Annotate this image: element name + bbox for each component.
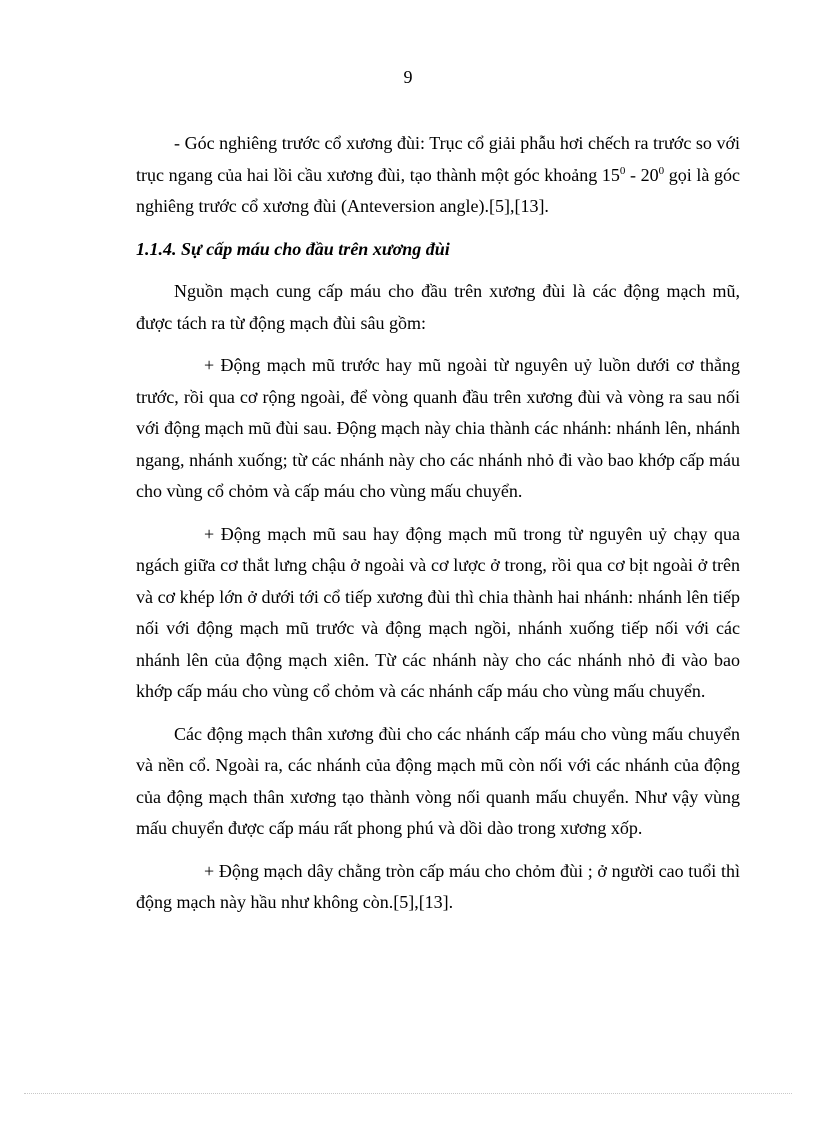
degree-superscript: 0 (619, 164, 626, 177)
paragraph-text: - Góc nghiêng trước cổ xương đùi: Trục cổ giải phẫu hơi chếch ra trước so với trục ngang của hai lồi cầu xương đùi, tạo thành một góc khoảng 15 (136, 133, 740, 185)
paragraph-text: - 20 (625, 164, 659, 185)
paragraph-ligamentum-teres-artery: + Động mạch dây chằng tròn cấp máu cho chỏm đùi ; ở người cao tuổi thì động mạch này hầu như không còn.[5],[13]. (136, 860, 740, 912)
paragraph-posterior-circumflex-artery: + Động mạch mũ sau hay động mạch mũ trong từ nguyên uỷ chạy qua ngách giữa cơ thắt lưng chậu ở ngoài và cơ lược ở trong, rồi qua cơ bịt ngoài ở trên và cơ khép lớn ở dưới tới cổ tiếp xương đùi thì chia thành hai nhánh: nhánh lên tiếp nối với động mạch mũ trước và động mạch ngồi, nhánh xuống tiếp nối với các nhánh lên của động mạch xiên. Từ các nhánh này cho các nhánh nhỏ đi vào bao khớp cấp máu cho vùng cổ chỏm và các nhánh cấp máu cho vùng mấu chuyển. (136, 523, 740, 701)
section-heading: 1.1.4. Sự cấp máu cho đầu trên xương đùi (136, 238, 450, 259)
page-number: 9 (403, 67, 413, 87)
paragraph-anteversion-angle (136, 128, 740, 223)
paragraph-text: gọi là góc nghiêng trước cổ xương đùi (Anteversion angle).[5],[13]. (136, 164, 740, 216)
paragraph-femoral-shaft-arteries: Các động mạch thân xương đùi cho các nhánh cấp máu cho vùng mấu chuyển và nền cổ. Ngoài ra, các nhánh của động mạch mũ còn nối với các nhánh của động của động mạch thân xương tạo thành vòng nối quanh mấu chuyển. Như vậy vùng mấu chuyển được cấp máu rất phong phú và dồi dào trong xương xốp. (136, 723, 740, 838)
degree-superscript: 0 (658, 164, 665, 177)
paragraph-blood-supply-intro: Nguồn mạch cung cấp máu cho đầu trên xương đùi là các động mạch mũ, được tách ra từ động mạch đùi sâu gồm: (136, 281, 740, 333)
paragraph-anterior-circumflex-artery: + Động mạch mũ trước hay mũ ngoài từ nguyên uỷ luồn dưới cơ thẳng trước, rồi qua cơ rộng ngoài, để vòng quanh đầu trên xương đùi và vòng ra sau nối với động mạch mũ đùi sau. Động mạch này chia thành các nhánh: nhánh lên, nhánh ngang, nhánh xuống; từ các nhánh này cho các nhánh nhỏ đi vào bao khớp cấp máu cho vùng cổ chỏm và cấp máu cho vùng mấu chuyển. (136, 355, 740, 501)
document-body (136, 128, 740, 930)
footer-divider (24, 1093, 792, 1094)
